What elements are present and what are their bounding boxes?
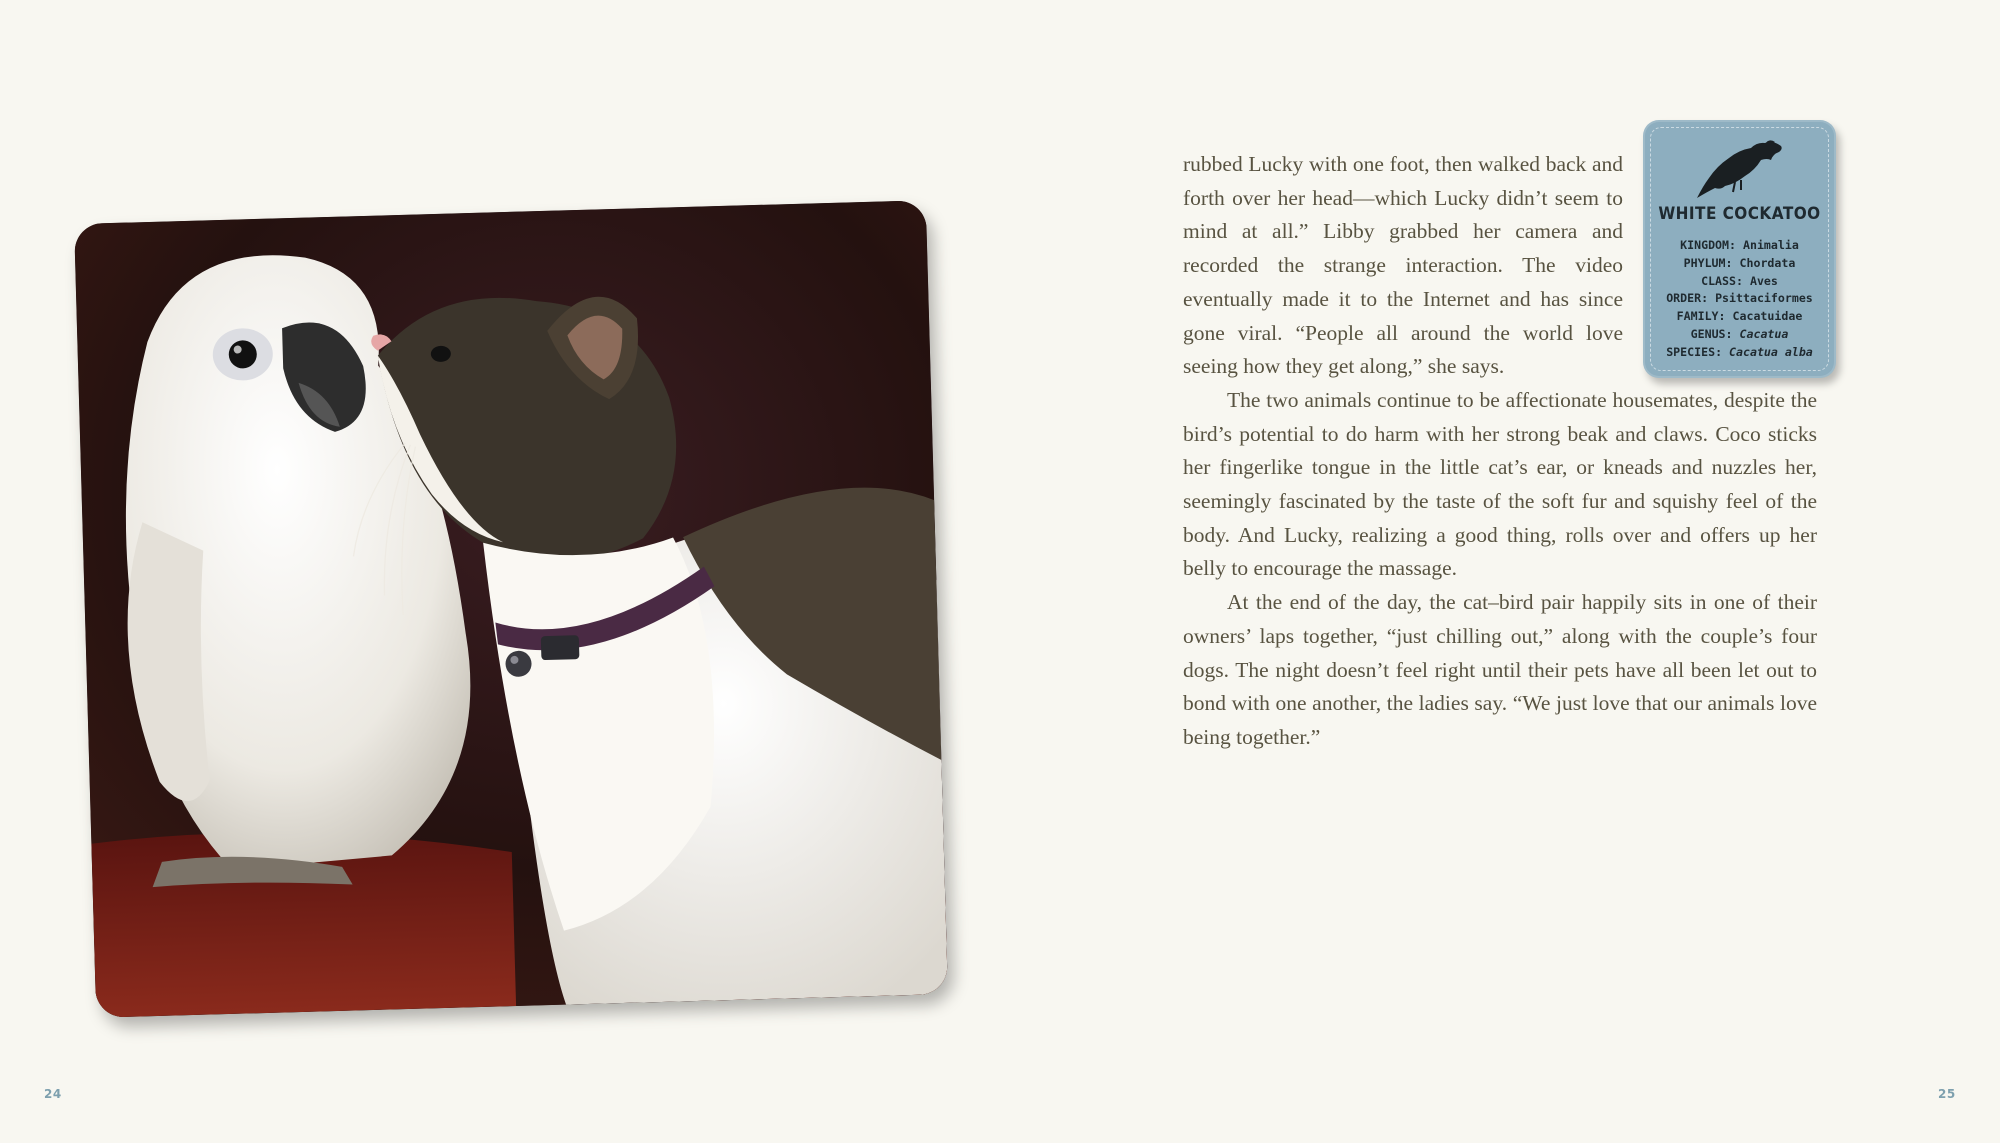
cockatoo-and-cat-photo [74,200,948,1017]
taxonomy-row-order: ORDER: Psittaciformes [1666,291,1813,306]
card-title: WHITE COCKATOO [1658,204,1821,224]
page-number-right: 25 [1938,1087,1956,1101]
taxonomy-row-family: FAMILY: Cacatuidae [1676,309,1803,324]
taxonomy-row-kingdom: KINGDOM: Animalia [1680,238,1799,252]
page-number-left: 24 [44,1087,62,1101]
photo-illustration [74,200,948,1017]
taxonomy-row-genus: GENUS: Cacatua [1690,326,1789,341]
paragraph-3: At the end of the day, the cat–bird pair happily sits in one of their owners’ laps together, “just chilling out,” along with the couple’s four dogs. The night doesn’t feel right until their pets have all been let out to bond with one another, the ladies say. “We just love that our animals love being together.” [1183,590,1817,749]
paragraph-2: The two animals continue to be affectionate housemates, despite the bird’s potential to do harm with her strong beak and claws. Coco sticks her fingerlike tongue in the little cat’s ear, or kneads and nuzzles her, seemingly fascinated by the taste of the soft fur and squishy feel of the body. And Lucky, realizing a good thing, rolls over and offers up her belly to encourage the massage. [1183,387,1817,581]
species-card [1643,120,1836,378]
taxonomy-row-class: CLASS: Aves [1701,273,1778,288]
taxonomy-row-species: SPECIES: Cacatua alba [1666,344,1813,359]
cockatoo-silhouette-icon [1695,140,1783,202]
paragraph-1: rubbed Lucky with one foot, then walked back and forth over her head—which Lucky didn’t seem to mind at all.” Libby grabbed her camera and recorded the strange interaction. The video eventually made it to the Internet and has since gone viral. “People all around the world love seeing how they get along,” she says. [1183,152,1623,379]
taxonomy-row-phylum: PHYLUM: Chordata [1683,255,1796,270]
photo-frame [74,200,948,1017]
taxonomy-list [1643,237,1836,362]
